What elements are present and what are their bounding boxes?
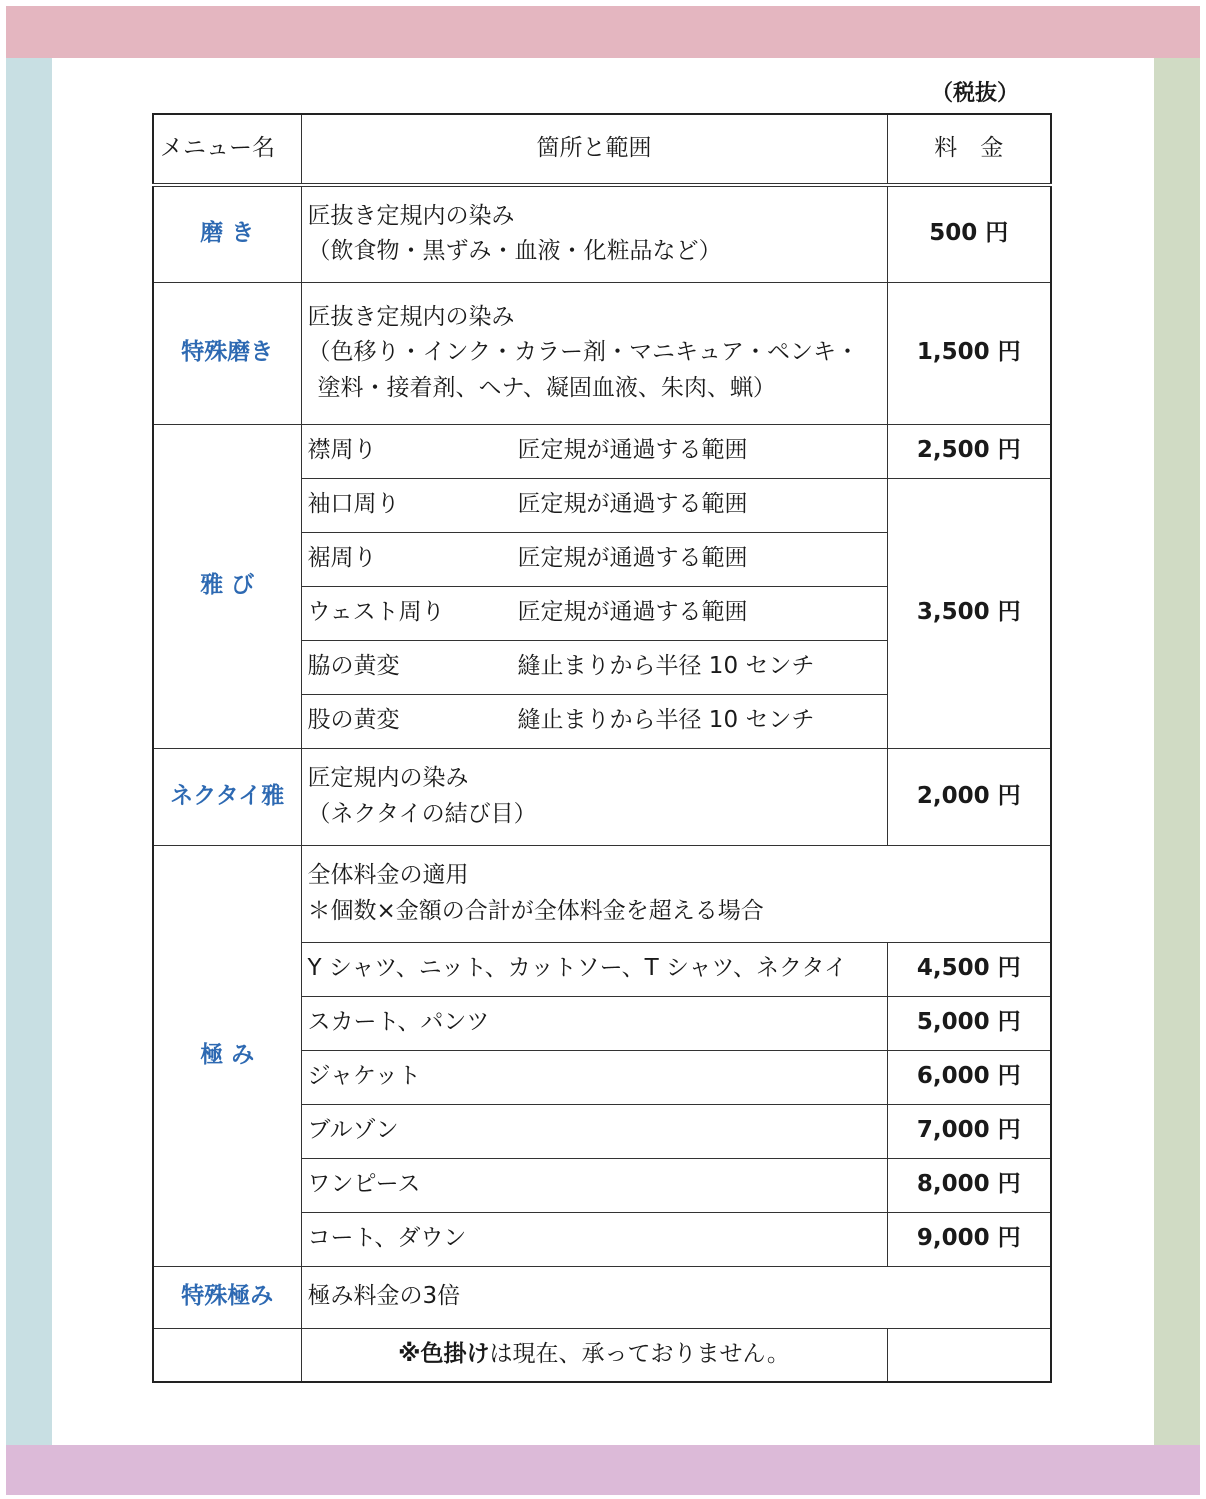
header-menu-name: メニュー名: [153, 114, 301, 185]
left-color-band: [6, 58, 52, 1445]
kiwami-item: ブルゾン: [301, 1104, 887, 1158]
scope-line: （飲食物・黒ずみ・血液・化粧品など）: [307, 238, 722, 265]
kiwami-price: 9,000 円: [887, 1212, 1051, 1266]
category-necktie: ネクタイ雅: [153, 748, 301, 845]
scope-necktie: [301, 748, 887, 845]
price-table: [152, 113, 1052, 1383]
table-row-kiwami-intro: [153, 845, 1051, 942]
kiwami-price: 4,500 円: [887, 942, 1051, 996]
category-tokushu-migaki: 特殊磨き: [153, 282, 301, 424]
note-empty-cell: [153, 1328, 301, 1382]
price-necktie: 2,000 円: [887, 748, 1051, 845]
scope-line: 匠定規内の染み: [307, 764, 469, 791]
price-migaki: 500 円: [887, 185, 1051, 282]
kiwami-item: コート、ダウン: [301, 1212, 887, 1266]
part-label: 脇の黄変: [307, 653, 400, 680]
scope-line: （色移り・インク・カラー剤・マニキュア・ペンキ・: [307, 339, 860, 366]
price-tokushu-migaki: 1,500 円: [887, 282, 1051, 424]
kiwami-item: Y シャツ、ニット、カットソー、T シャツ、ネクタイ: [301, 942, 887, 996]
kiwami-item: ワンピース: [301, 1158, 887, 1212]
right-color-band: [1154, 58, 1200, 1445]
price-miyabi-rest: 3,500 円: [887, 478, 1051, 748]
range-label: 匠定規が通過する範囲: [517, 599, 748, 626]
scope-miyabi-row: [301, 424, 887, 478]
scope-migaki: [301, 185, 887, 282]
bottom-color-band: [6, 1445, 1200, 1495]
scope-miyabi-row: [301, 586, 887, 640]
tax-note: （税抜）: [930, 81, 1019, 106]
part-label: 袖口周り: [307, 491, 400, 518]
part-label: 裾周り: [307, 545, 377, 572]
kiwami-price: 5,000 円: [887, 996, 1051, 1050]
table-row-tokushu-kiwami: [153, 1266, 1051, 1328]
note-cell: [301, 1328, 887, 1382]
note-empty-cell: [887, 1328, 1051, 1382]
kiwami-item: スカート、パンツ: [301, 996, 887, 1050]
scope-line: 匠抜き定規内の染み: [307, 303, 515, 330]
scope-kiwami-intro: [301, 845, 1051, 942]
kiwami-price: 7,000 円: [887, 1104, 1051, 1158]
kiwami-item: ジャケット: [301, 1050, 887, 1104]
part-label: 襟周り: [307, 437, 377, 464]
range-label: 匠定規が通過する範囲: [517, 437, 748, 464]
scope-miyabi-row: [301, 478, 887, 532]
header-price: 料 金: [887, 114, 1051, 185]
scope-line: 匠抜き定規内の染み: [307, 202, 515, 229]
scope-miyabi-row: [301, 640, 887, 694]
table-row-migaki: [153, 185, 1051, 282]
part-label: 股の黄変: [307, 707, 400, 734]
scope-tokushu-migaki: [301, 282, 887, 424]
kiwami-price: 8,000 円: [887, 1158, 1051, 1212]
category-kiwami: 極 み: [153, 845, 301, 1266]
header-scope: 箇所と範囲: [301, 114, 887, 185]
table-row-tokushu-migaki: [153, 282, 1051, 424]
note-text: は現在、承っておりません。: [489, 1340, 790, 1367]
table-row-note: [153, 1328, 1051, 1382]
top-color-band: [6, 6, 1200, 58]
scope-miyabi-row: [301, 694, 887, 748]
category-migaki: 磨 き: [153, 185, 301, 282]
range-label: 匠定規が通過する範囲: [517, 491, 748, 518]
part-label: ウェスト周り: [307, 599, 445, 626]
table-row-necktie: [153, 748, 1051, 845]
price-miyabi-collar: 2,500 円: [887, 424, 1051, 478]
kiwami-price: 6,000 円: [887, 1050, 1051, 1104]
category-tokushu-kiwami: 特殊極み: [153, 1266, 301, 1328]
range-label: 縫止まりから半径 10 センチ: [517, 653, 815, 680]
range-label: 匠定規が通過する範囲: [517, 545, 748, 572]
category-miyabi: 雅 び: [153, 424, 301, 748]
scope-miyabi-row: [301, 532, 887, 586]
table-header-row: [153, 114, 1051, 185]
scope-line: 全体料金の適用: [307, 861, 469, 888]
table-row-miyabi: [153, 424, 1051, 478]
scope-line: 塗料・接着剤、ヘナ、凝固血液、朱肉、蝋）: [317, 374, 776, 401]
scope-line: （ネクタイの結び目）: [307, 800, 537, 827]
scope-line: ＊個数×金額の合計が全体料金を超える場合: [307, 897, 764, 924]
note-bold-text: ※色掛け: [398, 1340, 490, 1367]
scope-tokushu-kiwami: 極み料金の3倍: [301, 1266, 1051, 1328]
range-label: 縫止まりから半径 10 センチ: [517, 707, 815, 734]
